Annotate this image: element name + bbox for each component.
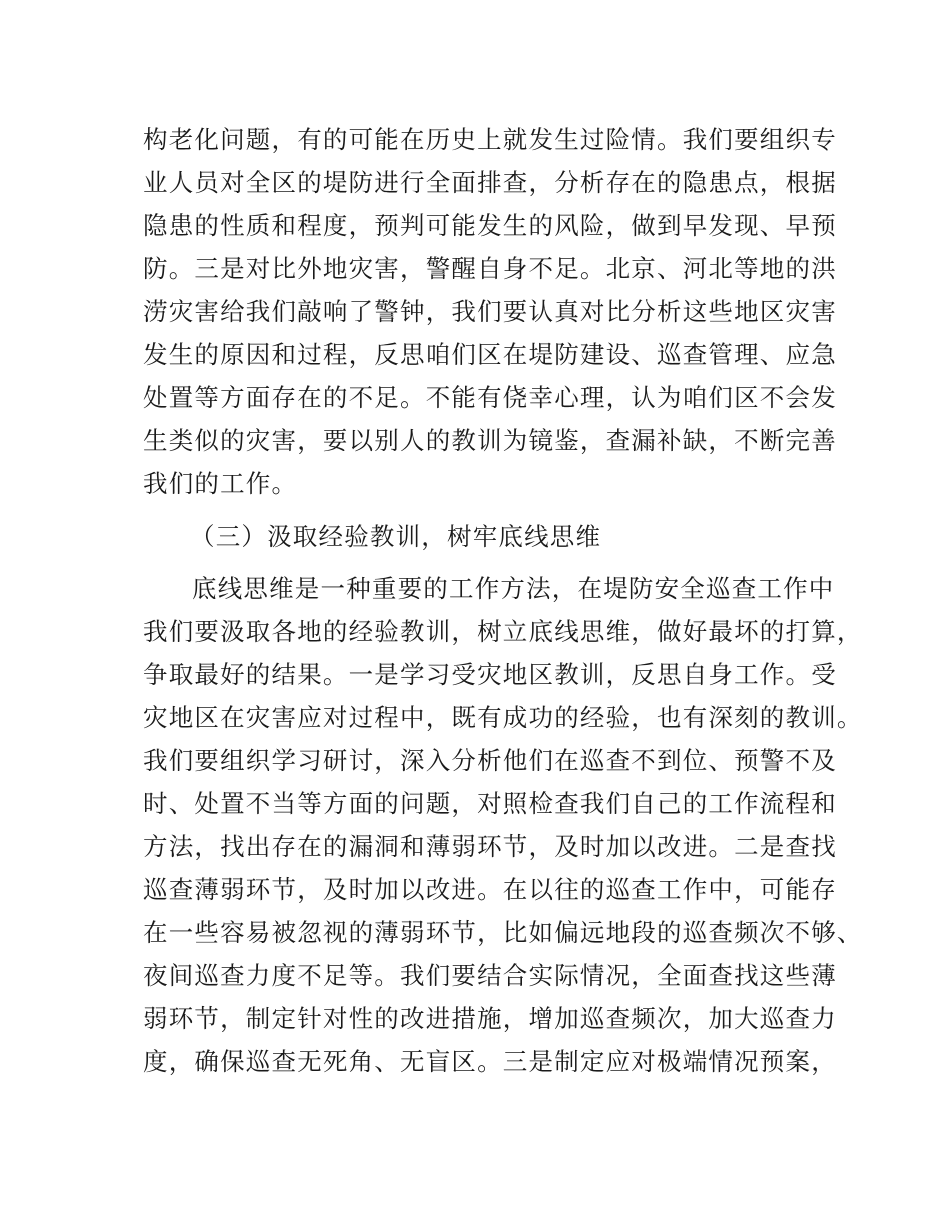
paragraph-line: 巡查薄弱环节，及时加以改进。在以往的巡查工作中，可能存 bbox=[143, 875, 837, 904]
paragraph-line: 弱环节，制定针对性的改进措施，增加巡查频次，加大巡查力 bbox=[143, 1004, 837, 1033]
paragraph-line: 生类似的灾害，要以别人的教训为镜鉴，查漏补缺，不断完善 bbox=[143, 426, 837, 455]
paragraph-line: 隐患的性质和程度，预判可能发生的风险，做到早发现、早预 bbox=[143, 211, 837, 240]
section-heading: （三）汲取经验教训，树牢底线思维 bbox=[190, 522, 602, 551]
paragraph-line: 时、处置不当等方面的问题，对照检查我们自己的工作流程和 bbox=[143, 789, 837, 818]
paragraph-line: 构老化问题，有的可能在历史上就发生过险情。我们要组织专 bbox=[143, 125, 837, 154]
paragraph-line: 底线思维是一种重要的工作方法，在堤防安全巡查工作中 bbox=[192, 574, 835, 603]
paragraph-line: 涝灾害给我们敲响了警钟，我们要认真对比分析这些地区灾害 bbox=[143, 297, 837, 326]
paragraph-line: 我们要汲取各地的经验教训，树立底线思维，做好最坏的打算， bbox=[143, 617, 863, 646]
paragraph-line: 处置等方面存在的不足。不能有侥幸心理，认为咱们区不会发 bbox=[143, 383, 837, 412]
paragraph-line: 我们要组织学习研讨，深入分析他们在巡查不到位、预警不及 bbox=[143, 746, 837, 775]
paragraph-line: 在一些容易被忽视的薄弱环节，比如偏远地段的巡查频次不够、 bbox=[143, 918, 863, 947]
paragraph-line: 争取最好的结果。一是学习受灾地区教训，反思自身工作。受 bbox=[143, 660, 837, 689]
paragraph-line: 灾地区在灾害应对过程中，既有成功的经验，也有深刻的教训。 bbox=[143, 703, 863, 732]
paragraph-line: 业人员对全区的堤防进行全面排查，分析存在的隐患点，根据 bbox=[143, 168, 837, 197]
paragraph-line: 防。三是对比外地灾害，警醒自身不足。北京、河北等地的洪 bbox=[143, 254, 837, 283]
paragraph-line: 方法，找出存在的漏洞和薄弱环节，及时加以改进。二是查找 bbox=[143, 832, 837, 861]
paragraph-line: 发生的原因和过程，反思咱们区在堤防建设、巡查管理、应急 bbox=[143, 340, 837, 369]
paragraph-line: 夜间巡查力度不足等。我们要结合实际情况，全面查找这些薄 bbox=[143, 961, 837, 990]
paragraph-line: 度，确保巡查无死角、无盲区。三是制定应对极端情况预案， bbox=[143, 1047, 837, 1076]
paragraph-line: 我们的工作。 bbox=[143, 469, 298, 498]
